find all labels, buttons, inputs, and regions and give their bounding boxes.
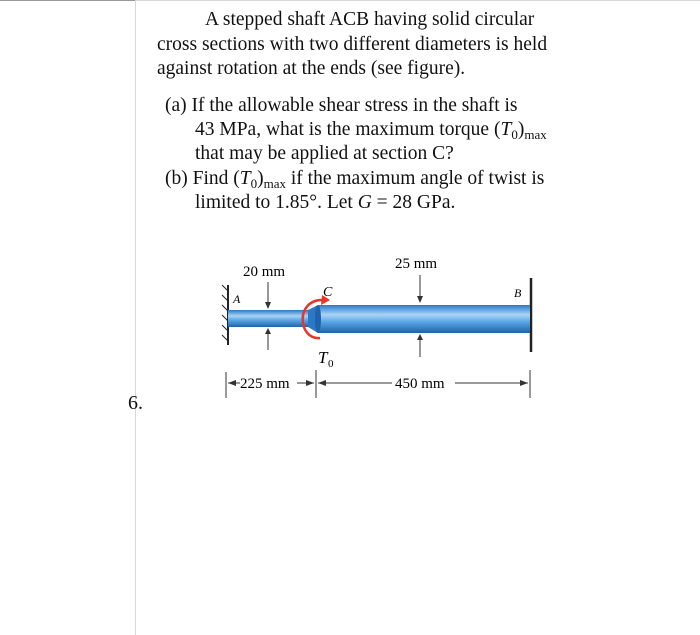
torque-symbol: T (239, 168, 251, 189)
intro-line-3: against rotation at the ends (see figure). (157, 58, 466, 79)
shaft-shoulder (315, 305, 321, 333)
label-torque: T (318, 348, 328, 367)
torque-subscript: 0 (250, 176, 258, 191)
shear-modulus-symbol: G (357, 192, 372, 213)
intro-line-1: A stepped shaft ACB having solid circular (205, 9, 535, 30)
label-torque-sub: 0 (328, 358, 334, 370)
callout-small-top-arrowhead (265, 302, 271, 309)
dim-right-arrowhead-end (520, 380, 528, 386)
part-b-line-1-post: if the maximum angle of twist is (286, 168, 545, 189)
shaft-segment-ac (228, 310, 308, 327)
dim-left-label: 225 mm (240, 376, 290, 392)
label-a: A (233, 292, 241, 306)
dim-left-arrowhead-start (228, 380, 236, 386)
dim-left-arrowhead-end (306, 380, 314, 386)
paren-close: ) (257, 168, 264, 189)
dim-right-label: 450 mm (395, 376, 445, 392)
part-a-line-1: (a) If the allowable shear stress in the shaft is (165, 95, 518, 116)
part-b-line-2-pre: limited to 1.85°. Let (195, 192, 358, 213)
max-subscript: max (524, 127, 547, 142)
label-c: C (323, 285, 333, 300)
part-b-line-1-pre: (b) Find ( (165, 168, 240, 189)
problem-number: 6. (128, 392, 143, 414)
intro-line-2: cross sections with two different diameters is held (157, 33, 548, 55)
paren-close: ) (517, 119, 525, 140)
part-a-line-2-text: 43 MPa, what is the maximum torque ( (195, 119, 501, 140)
part-a-line-3: that may be applied at section C? (195, 143, 454, 164)
shaft-segment-cb (318, 305, 530, 333)
callout-large-top-arrowhead (417, 296, 423, 303)
label-small-diameter: 20 mm (243, 264, 286, 280)
callout-small-bottom-arrowhead (265, 328, 271, 334)
label-b: B (514, 286, 522, 300)
label-large-diameter: 25 mm (395, 256, 438, 272)
callout-large-bottom-arrowhead (417, 334, 423, 340)
torque-symbol: T (500, 119, 512, 140)
support-a (222, 285, 228, 345)
max-subscript: max (263, 176, 286, 191)
dim-right-arrowhead-start (318, 380, 326, 386)
part-b-line-2-post: = 28 GPa. (371, 192, 456, 213)
torque-subscript: 0 (511, 127, 518, 142)
